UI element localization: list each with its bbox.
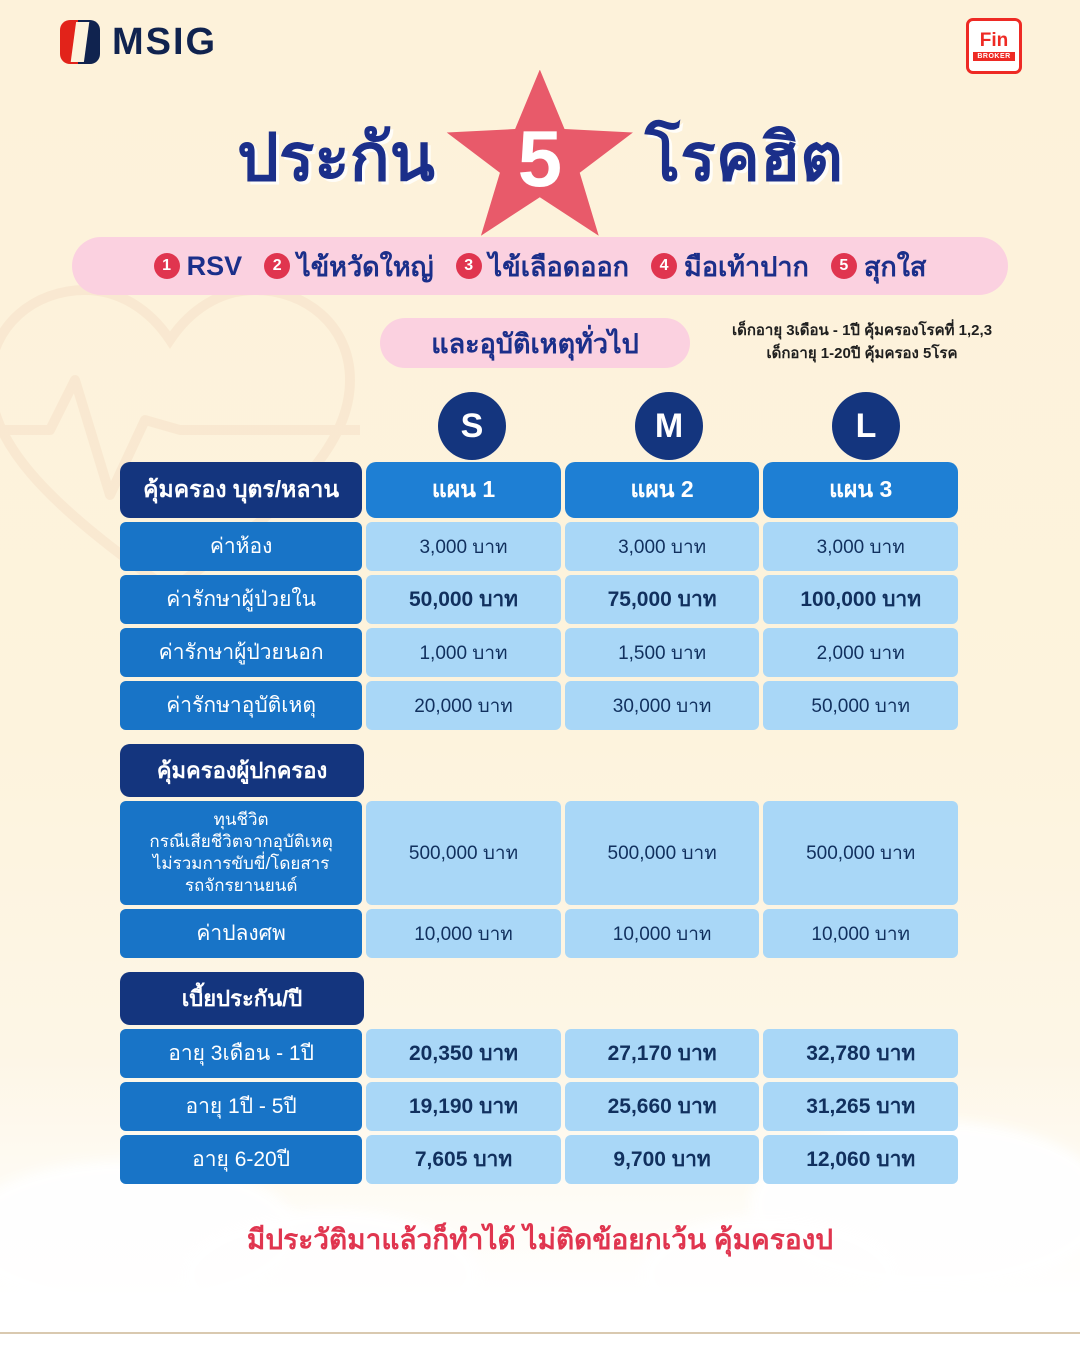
- row-value-plan3: 12,060 บาท: [763, 1135, 958, 1184]
- disease-number-badge: 3: [456, 253, 482, 279]
- row-label-line-3: ไม่รวมการขับขี่/โดยสาร: [152, 854, 330, 874]
- row-value-plan2: 1,500 บาท: [565, 628, 760, 677]
- page-title: [0, 92, 1080, 222]
- row-label: ค่ารักษาผู้ป่วยใน: [120, 575, 362, 624]
- plan-circle-l: L: [832, 392, 900, 460]
- row-label: [120, 801, 362, 905]
- disease-label: ไข้เลือดออก: [488, 251, 630, 282]
- finbroker-logo: [966, 18, 1022, 74]
- plan-circles: [0, 392, 1080, 462]
- star-number: 5: [517, 114, 563, 203]
- row-value-plan1: 7,605 บาท: [366, 1135, 561, 1184]
- msig-logo: [60, 20, 217, 64]
- section-title-premium: เบี้ยประกัน/ปี: [120, 972, 364, 1025]
- row-value-plan1: 1,000 บาท: [366, 628, 561, 677]
- row-value-plan1: 50,000 บาท: [366, 575, 561, 624]
- table-row: [120, 575, 958, 624]
- table-row: [120, 522, 958, 571]
- row-label: ค่าปลงศพ: [120, 909, 362, 958]
- row-label: ค่ารักษาผู้ป่วยนอก: [120, 628, 362, 677]
- finbroker-fin-text: Fin: [979, 30, 1009, 51]
- row-value-plan3: 31,265 บาท: [763, 1082, 958, 1131]
- row-label-line-1: ทุนชีวิต: [213, 810, 269, 829]
- header: [0, 10, 1080, 74]
- row-value-plan1: 20,000 บาท: [366, 681, 561, 730]
- disease-number-badge: 2: [264, 253, 290, 279]
- table-row: [120, 801, 958, 905]
- disease-item: [456, 245, 629, 288]
- disease-number-badge: 5: [831, 253, 857, 279]
- row-value-plan1: 500,000 บาท: [366, 801, 561, 905]
- table-header-row: [120, 462, 958, 518]
- age-note-line-2: เด็กอายุ 1-20ปี คุ้มครอง 5โรค: [766, 344, 958, 362]
- title-left: ประกัน: [236, 119, 435, 194]
- disease-label: สุกใส: [863, 251, 927, 282]
- footer-tagline: มีประวัติมาแล้วก็ทำได้ ไม่ติดข้อยกเว้น คุ้มครองป: [246, 1224, 834, 1255]
- disease-label: ไข้หวัดใหญ่: [297, 251, 434, 282]
- table-row: [120, 681, 958, 730]
- row-value-plan1: 20,350 บาท: [366, 1029, 561, 1078]
- disease-number-badge: 1: [154, 253, 180, 279]
- row-label-line-2: กรณีเสียชีวิตจากอุบัติเหตุ: [149, 832, 333, 852]
- row-value-plan2: 10,000 บาท: [565, 909, 760, 958]
- row-value-plan2: 9,700 บาท: [565, 1135, 760, 1184]
- benefits-table: [120, 462, 958, 1188]
- row-label: อายุ 6-20ปี: [120, 1135, 362, 1184]
- row-value-plan1: 10,000 บาท: [366, 909, 561, 958]
- accident-coverage-label: และอุบัติเหตุทั่วไป: [431, 328, 639, 359]
- row-value-plan1: 3,000 บาท: [366, 522, 561, 571]
- row-value-plan2: 3,000 บาท: [565, 522, 760, 571]
- plan-circle-s: S: [438, 392, 506, 460]
- disease-label: RSV: [186, 250, 243, 281]
- table-row: [120, 909, 958, 958]
- row-value-plan1: 19,190 บาท: [366, 1082, 561, 1131]
- row-value-plan3: 50,000 บาท: [763, 681, 958, 730]
- table-row: [120, 1082, 958, 1131]
- plan-header-1: แผน 1: [366, 462, 561, 518]
- disease-number-badge: 4: [651, 253, 677, 279]
- section-title-children: คุ้มครอง บุตร/หลาน: [120, 462, 362, 518]
- disease-item: [831, 245, 927, 288]
- disease-label: มือเท้าปาก: [684, 251, 809, 282]
- row-value-plan3: 2,000 บาท: [763, 628, 958, 677]
- disease-list: [72, 237, 1008, 295]
- table-row: [120, 628, 958, 677]
- plan-header-2: แผน 2: [565, 462, 760, 518]
- row-value-plan3: 100,000 บาท: [763, 575, 958, 624]
- row-value-plan2: 500,000 บาท: [565, 801, 760, 905]
- table-row: [120, 1029, 958, 1078]
- row-label: อายุ 3เดือน - 1ปี: [120, 1029, 362, 1078]
- row-label-line-4: รถจักรยานยนต์: [184, 876, 298, 896]
- finbroker-broker-text: BROKER: [973, 52, 1014, 61]
- row-value-plan3: 500,000 บาท: [763, 801, 958, 905]
- section-title-guardian: คุ้มครองผู้ปกครอง: [120, 744, 364, 797]
- accident-coverage-pill: [380, 318, 690, 368]
- msig-logo-icon: [60, 20, 100, 64]
- row-value-plan2: 27,170 บาท: [565, 1029, 760, 1078]
- row-value-plan2: 75,000 บาท: [565, 575, 760, 624]
- star-badge: [445, 70, 635, 245]
- table-row: [120, 1135, 958, 1184]
- age-note: [712, 320, 1012, 365]
- brand-name: MSIG: [112, 20, 218, 63]
- row-value-plan2: 25,660 บาท: [565, 1082, 760, 1131]
- row-label: ค่าห้อง: [120, 522, 362, 571]
- row-label: ค่ารักษาอุบัติเหตุ: [120, 681, 362, 730]
- disease-item: [154, 251, 243, 282]
- disease-item: [264, 245, 434, 288]
- plan-circle-m: M: [635, 392, 703, 460]
- plan-header-3: แผน 3: [763, 462, 958, 518]
- bottom-bar: [0, 1332, 1080, 1350]
- row-value-plan3: 32,780 บาท: [763, 1029, 958, 1078]
- row-value-plan3: 10,000 บาท: [763, 909, 958, 958]
- disease-item: [651, 245, 809, 288]
- row-label: อายุ 1ปี - 5ปี: [120, 1082, 362, 1131]
- title-right: โรคฮิต: [644, 119, 844, 194]
- row-value-plan3: 3,000 บาท: [763, 522, 958, 571]
- row-value-plan2: 30,000 บาท: [565, 681, 760, 730]
- age-note-line-1: เด็กอายุ 3เดือน - 1ปี คุ้มครองโรคที่ 1,2,3: [731, 322, 993, 339]
